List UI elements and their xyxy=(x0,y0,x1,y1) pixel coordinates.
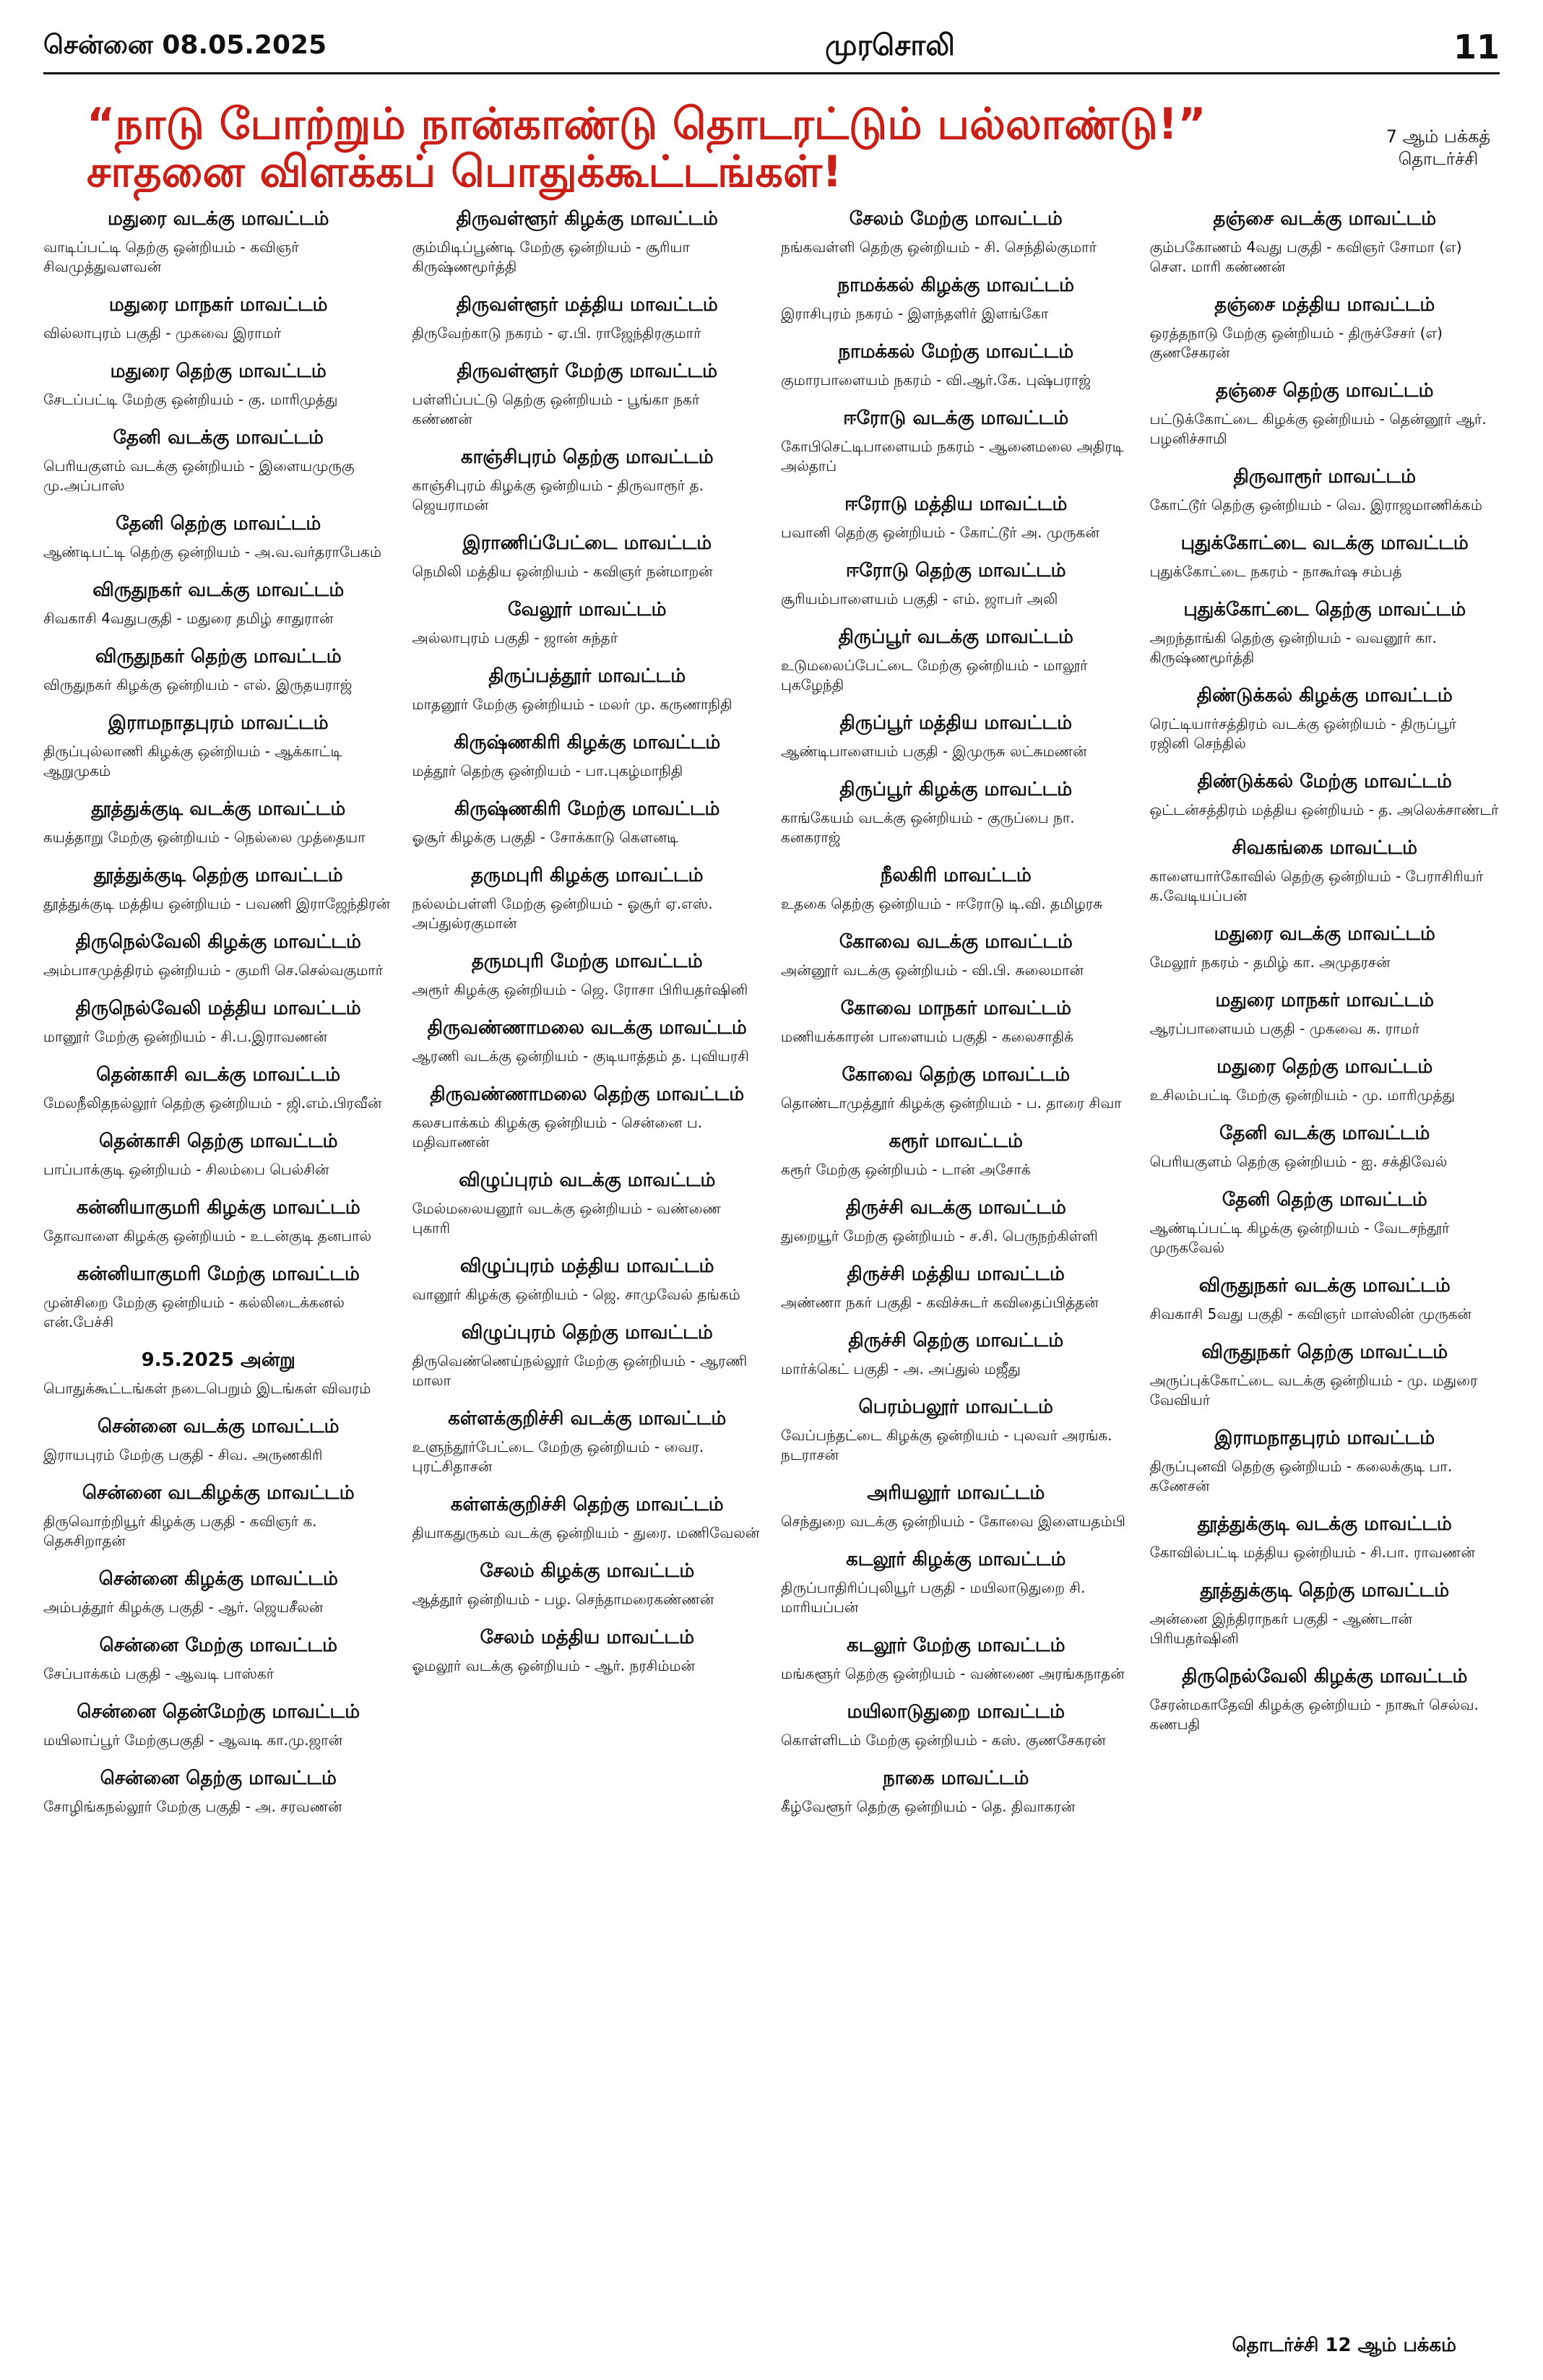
district-heading: ஈரோடு மத்திய மாவட்டம் xyxy=(844,493,1068,515)
district-section xyxy=(781,1263,1131,1312)
district-section xyxy=(781,1635,1131,1684)
continued-on-note: தொடர்ச்சி 12 ஆம் பக்கம் xyxy=(1232,2334,1456,2356)
district-heading: கோவை வடக்கு மாவட்டம் xyxy=(839,931,1073,953)
listing-line: திருவெண்ணெய்நல்லூர் மேற்கு ஒன்றியம் - ஆரணி மாலா xyxy=(412,1352,748,1389)
district-section xyxy=(1150,1666,1500,1734)
column-1 xyxy=(43,202,394,2340)
listing-line: கோட்டூர் தெற்கு ஒன்றியம் - வெ. இராஜமாணிக்கம் xyxy=(1149,496,1482,514)
masthead xyxy=(43,22,1500,74)
listing-line: திருவொற்றியூர் கிழக்கு பகுதி - கவிஞர் க. தெசுசிறாதன் xyxy=(43,1513,317,1549)
district-heading: தேனி தெற்கு மாவட்டம் xyxy=(1222,1189,1427,1211)
district-section xyxy=(1150,1056,1500,1105)
district-section xyxy=(781,1064,1131,1113)
district-section xyxy=(781,560,1131,609)
district-heading: திருப்பூர் வடக்கு மாவட்டம் xyxy=(838,626,1073,648)
district-section xyxy=(1150,1580,1500,1648)
district-heading: திருநெல்வேலி கிழக்கு மாவட்டம் xyxy=(75,931,361,953)
listing-line: கரூர் மேற்கு ஒன்றியம் - டான் அசோக் xyxy=(781,1161,1031,1178)
district-heading: விருதுநகர் தெற்கு மாவட்டம் xyxy=(95,646,342,667)
district-heading: தேனி தெற்கு மாவட்டம் xyxy=(116,513,321,535)
district-section xyxy=(43,1568,394,1617)
district-heading: சிவகங்கை மாவட்டம் xyxy=(1232,837,1418,859)
district-heading: சேலம் கிழக்கு மாவட்டம் xyxy=(480,1560,695,1582)
page-headline: “நாடு போற்றும் நான்காண்டு தொடரட்டும் பல்லாண்டு!” சாதனை விளக்கப் பொதுக்கூட்டங்கள்! xyxy=(87,99,1206,197)
listing-line: மங்களூர் தெற்கு ஒன்றியம் - வண்ணை அரங்கநாதன் xyxy=(781,1665,1125,1682)
district-heading: திருச்சி தெற்கு மாவட்டம் xyxy=(848,1330,1064,1351)
column-3 xyxy=(781,202,1131,2340)
district-section xyxy=(1150,380,1500,449)
district-heading: ஈரோடு தெற்கு மாவட்டம் xyxy=(845,560,1066,581)
listing-line: திருவேற்காடு நகரம் - ஏ.பி. ராஜேந்திரகுமார் xyxy=(412,324,701,342)
district-heading: திருநெல்வேலி கிழக்கு மாவட்டம் xyxy=(1182,1666,1468,1687)
district-heading: மதுரை தெற்கு மாவட்டம் xyxy=(110,360,327,382)
listing-line: பாப்பாக்குடி ஒன்றியம் - சிலம்பை பெல்சின் xyxy=(43,1161,329,1178)
district-section xyxy=(43,294,394,343)
listing-line: பள்ளிப்பட்டு தெற்கு ஒன்றியம் - பூங்கா நகர் கண்ணன் xyxy=(412,391,700,428)
listing-line: ஓமலூர் வடக்கு ஒன்றியம் - ஆர். நரசிம்மன் xyxy=(412,1657,695,1674)
district-heading: தஞ்சை வடக்கு மாவட்டம் xyxy=(1213,208,1437,230)
district-heading: நீலகிரி மாவட்டம் xyxy=(880,865,1032,886)
district-heading: திருவள்ளூர் மேற்கு மாவட்டம் xyxy=(457,360,718,382)
district-section xyxy=(412,208,763,277)
district-heading: கிருஷ்ணகிரி கிழக்கு மாவட்டம் xyxy=(454,732,721,753)
listing-line: கோவில்பட்டி மத்திய ஒன்றியம் - சி.பா. ராவணன் xyxy=(1149,1544,1475,1561)
listing-line: புதுக்கோட்டை நகரம் - நாகூர்ஷ சம்பத் xyxy=(1149,563,1402,580)
district-heading: கடலூர் கிழக்கு மாவட்டம் xyxy=(846,1549,1066,1570)
listing-line: மேல்மலையனூர் வடக்கு ஒன்றியம் - வண்ணை புகாரி xyxy=(412,1200,721,1237)
district-heading: திருச்சி மத்திய மாவட்டம் xyxy=(847,1263,1065,1285)
listing-line: தூத்துக்குடி மத்திய ஒன்றியம் - பவணி இராஜேந்திரன் xyxy=(43,895,390,912)
district-section xyxy=(781,1396,1131,1465)
listing-line: ஆத்தூர் ஒன்றியம் - பழ. செந்தாமரைகண்ணன் xyxy=(412,1591,714,1608)
district-section xyxy=(1150,923,1500,972)
district-section xyxy=(1150,294,1500,363)
listing-line: ஆரணி வடக்கு ஒன்றியம் - குடியாத்தம் த. புவியரசி xyxy=(412,1047,749,1065)
district-heading: தென்காசி தெற்கு மாவட்டம் xyxy=(98,1130,338,1152)
continued-from-note: 7 ஆம் பக்கத் தொடர்ச்சி xyxy=(1386,126,1491,169)
district-heading: தூத்துக்குடி தெற்கு மாவட்டம் xyxy=(1200,1580,1450,1601)
listing-line: சோழிங்கநல்லூர் மேற்கு பகுதி - அ. சரவணன் xyxy=(43,1798,342,1815)
district-heading: கன்னியாகுமரி மேற்கு மாவட்டம் xyxy=(77,1263,360,1285)
listing-line: மாதனூர் மேற்கு ஒன்றியம் - மலர் மு. கருணாநிதி xyxy=(412,696,732,713)
district-section xyxy=(1150,685,1500,753)
listing-line: அன்னை இந்திராநகர் பகுதி - ஆண்டான் பிரியதர்ஷினி xyxy=(1149,1610,1413,1647)
district-heading: மயிலாடுதுறை மாவட்டம் xyxy=(847,1701,1066,1723)
district-section xyxy=(1150,1189,1500,1258)
district-heading: கோவை மாநகர் மாவட்டம் xyxy=(840,998,1071,1019)
district-section xyxy=(43,427,394,496)
listing-line: மயிலாப்பூர் மேற்குபகுதி - ஆவடி கா.மு.ஜான் xyxy=(43,1731,343,1749)
listing-line: அருப்புக்கோட்டை வடக்கு ஒன்றியம் - மு. மதுரை வேவியர் xyxy=(1149,1372,1478,1408)
district-heading: கள்ளக்குறிச்சி தெற்கு மாவட்டம் xyxy=(450,1494,724,1515)
district-heading: மதுரை வடக்கு மாவட்டம் xyxy=(108,208,329,230)
listing-line: திருப்பாதிரிப்புலியூர் பகுதி - மயிலாடுதுறை சி. மாரியப்பன் xyxy=(781,1579,1086,1616)
listing-line: கலசபாக்கம் கிழக்கு ஒன்றியம் - சென்னை ப. மதிவாணன் xyxy=(412,1114,703,1151)
district-section xyxy=(43,1482,394,1551)
column-2 xyxy=(412,202,763,2340)
listing-line: சிவகாசி 4வதுபகுதி - மதுரை தமிழ் சாதுரான் xyxy=(43,610,334,627)
listing-line: அறந்தாங்கி தெற்கு ஒன்றியம் - வவனூர் கா. கிருஷ்ணமூர்த்தி xyxy=(1149,629,1437,666)
district-section xyxy=(412,532,763,581)
listing-line: ரெட்டியார்சத்திரம் வடக்கு ஒன்றியம் - திருப்பூர் ரஜினி செந்தில் xyxy=(1149,715,1457,752)
listing-line: ஆண்டிபட்டி தெற்கு ஒன்றியம் - அ.வ.வர்தராபேகம் xyxy=(43,543,381,561)
listing-line: திருப்புனவி தெற்கு ஒன்றியம் - கலைக்குடி பா. கணேசன் xyxy=(1149,1458,1453,1494)
listing-line: மணியக்காரன் பாளையம் பகுதி - கலைசாதிக் xyxy=(781,1028,1073,1045)
district-heading: இராணிப்பேட்டை மாவட்டம் xyxy=(462,532,712,554)
district-section xyxy=(412,1169,763,1238)
district-section xyxy=(43,1130,394,1180)
district-section xyxy=(781,712,1131,761)
listing-line: தோவாளை கிழக்கு ஒன்றியம் - உடன்குடி தனபால் xyxy=(43,1227,372,1245)
district-heading: காஞ்சிபுரம் தெற்கு மாவட்டம் xyxy=(460,446,714,468)
district-section xyxy=(43,1263,394,1332)
listing-line: கும்பகோணம் 4வது பகுதி - கவிஞர் சோமா (எ) சௌ. மாரி கண்ணன் xyxy=(1149,238,1462,275)
listing-line: கயத்தாறு மேற்கு ஒன்றியம் - நெல்லை முத்தையா xyxy=(43,828,366,846)
district-section xyxy=(43,1197,394,1246)
district-section xyxy=(1150,771,1500,820)
district-section xyxy=(43,579,394,628)
district-heading: அரியலூர் மாவட்டம் xyxy=(867,1482,1045,1504)
district-heading: நாகை மாவட்டம் xyxy=(883,1767,1029,1789)
listing-line: பெரியகுளம் தெற்கு ஒன்றியம் - ஐ. சக்திவேல் xyxy=(1149,1153,1448,1170)
listing-line: ஆண்டிபாளையம் பகுதி - இமுருசு லட்சுமணன் xyxy=(781,743,1087,760)
district-heading: திருப்பூர் கிழக்கு மாவட்டம் xyxy=(839,779,1073,800)
listing-line: பெரியகுளம் வடக்கு ஒன்றியம் - இளையமுருகு மு.அப்பாஸ் xyxy=(43,457,355,494)
district-section xyxy=(412,1083,763,1152)
district-heading: திருவண்ணாமலை தெற்கு மாவட்டம் xyxy=(430,1083,745,1105)
city-date: சென்னை 08.05.2025 xyxy=(43,30,327,60)
listing-line: உசிலம்பட்டி மேற்கு ஒன்றியம் - மு. மாரிமுத்து xyxy=(1149,1086,1455,1104)
newspaper-name: முரசொலி xyxy=(825,28,956,62)
district-heading: மதுரை தெற்கு மாவட்டம் xyxy=(1216,1056,1433,1078)
listing-line: திருப்புல்லாணி கிழக்கு ஒன்றியம் - ஆக்காட்டி ஆறுமுகம் xyxy=(43,743,342,779)
district-heading: தஞ்சை தெற்கு மாவட்டம் xyxy=(1216,380,1434,402)
district-section xyxy=(412,1560,763,1609)
district-section xyxy=(43,646,394,695)
listing-line: துறையூர் மேற்கு ஒன்றியம் - ச.சி. பெருநற்கிள்ளி xyxy=(781,1227,1098,1245)
listing-line: தொண்டாமுத்தூர் கிழக்கு ஒன்றியம் - ப. தாரை சிவா xyxy=(781,1094,1122,1112)
district-section xyxy=(781,998,1131,1047)
listing-line: வாடிப்பட்டி தெற்கு ஒன்றியம் - கவிஞர் சிவமுத்துவளவன் xyxy=(43,238,299,275)
district-heading: ஈரோடு வடக்கு மாவட்டம் xyxy=(843,407,1069,429)
listing-line: உடுமலைப்பேட்டை மேற்கு ஒன்றியம் - மாலூர் புகழேந்தி xyxy=(781,657,1088,693)
listing-line: சூரியம்பாளையம் பகுதி - எம். ஜாபர் அலி xyxy=(781,590,1058,607)
district-heading: மதுரை மாநகர் மாவட்டம் xyxy=(108,294,328,316)
district-heading: கோவை தெற்கு மாவட்டம் xyxy=(842,1064,1071,1086)
district-section xyxy=(43,1635,394,1684)
district-heading: தஞ்சை மத்திய மாவட்டம் xyxy=(1214,294,1435,316)
district-heading: 9.5.2025 அன்று xyxy=(141,1349,295,1371)
listing-line: காளையார்கோவில் தெற்கு ஒன்றியம் - பேராசிரியர் க.வேடியப்பன் xyxy=(1149,867,1484,904)
listing-line: ஓசூர் கிழக்கு பகுதி - சோக்காடு கௌனடி xyxy=(412,828,679,846)
district-section xyxy=(781,1767,1131,1817)
district-section xyxy=(781,1330,1131,1379)
district-section xyxy=(1150,466,1500,515)
listing-line: அண்ணா நகர் பகுதி - கவிச்சுடர் கவிதைப்பித்தன் xyxy=(781,1294,1099,1311)
district-heading: சென்னை வடக்கு மாவட்டம் xyxy=(97,1416,340,1437)
district-section xyxy=(43,1701,394,1750)
district-section xyxy=(412,732,763,781)
listing-line: அம்பத்தூர் கிழக்கு பகுதி - ஆர். ஜெயசீலன் xyxy=(43,1598,324,1616)
district-section xyxy=(781,274,1131,324)
district-section xyxy=(781,208,1131,257)
district-section xyxy=(1150,1275,1500,1324)
district-heading: தென்காசி வடக்கு மாவட்டம் xyxy=(96,1064,341,1086)
district-section xyxy=(412,1627,763,1676)
district-heading: புதுக்கோட்டை தெற்கு மாவட்டம் xyxy=(1183,599,1466,620)
listing-line: ஒட்டன்சத்திரம் மத்திய ஒன்றியம் - த. அலெக்சாண்டர் xyxy=(1149,801,1499,818)
district-heading: திருவாரூர் மாவட்டம் xyxy=(1233,466,1417,488)
listing-line: நல்லம்பள்ளி மேற்கு ஒன்றியம் - ஓசூர் ஏ.எஸ். அப்துல்ரகுமான் xyxy=(412,895,713,932)
district-heading: சென்னை தெற்கு மாவட்டம் xyxy=(100,1767,337,1789)
district-section xyxy=(412,865,763,933)
page-number: 11 xyxy=(1453,27,1500,66)
listing-line: கொள்ளிடம் மேற்கு ஒன்றியம் - கஸ். குணசேகரன் xyxy=(781,1731,1106,1749)
listing-line: அன்னூர் வடக்கு ஒன்றியம் - வி.பி. சுலைமான் xyxy=(781,961,1084,979)
listing-line: வில்லாபுரம் பகுதி - முகவை இராமர் xyxy=(43,324,282,342)
listing-line: மார்க்கெட் பகுதி - அ. அப்துல் மஜீது xyxy=(781,1360,1021,1377)
district-section xyxy=(412,1255,763,1304)
listing-line: உதகை தெற்கு ஒன்றியம் - ஈரோடு டி.வி. தமிழரசு xyxy=(781,895,1103,912)
district-section xyxy=(412,599,763,648)
district-heading: திருநெல்வேலி மத்திய மாவட்டம் xyxy=(75,998,361,1019)
district-section xyxy=(412,294,763,343)
listing-line: வானூர் கிழக்கு ஒன்றியம் - ஜெ. சாமுவேல் தங்கம் xyxy=(412,1286,740,1303)
listing-line: சேரன்மகாதேவி கிழக்கு ஒன்றியம் - நாகூர் செல்வ. கணபதி xyxy=(1149,1696,1479,1733)
district-section xyxy=(412,1322,763,1390)
district-section xyxy=(781,1549,1131,1617)
listing-line: மத்தூர் தெற்கு ஒன்றியம் - பா.புகழ்மாநிதி xyxy=(412,762,683,779)
listing-line: கீழ்வேளூர் தெற்கு ஒன்றியம் - தெ. திவாகரன் xyxy=(781,1798,1076,1815)
listing-line: வேப்பந்தட்டை கிழக்கு ஒன்றியம் - புலவர் அரங்க. நடராசன் xyxy=(781,1427,1112,1463)
district-section xyxy=(412,665,763,714)
district-section xyxy=(43,931,394,980)
district-heading: விழுப்புரம் தெற்கு மாவட்டம் xyxy=(461,1322,713,1343)
district-section xyxy=(412,1494,763,1543)
listing-line: நங்கவள்ளி தெற்கு ஒன்றியம் - சி. செந்தில்குமார் xyxy=(781,238,1097,256)
district-heading: நாமக்கல் கிழக்கு மாவட்டம் xyxy=(837,274,1075,296)
district-heading: பெரம்பலூர் மாவட்டம் xyxy=(858,1396,1053,1418)
listing-line: ஒரத்தநாடு மேற்கு ஒன்றியம் - திருச்சேசர் (எ) குணசேகரன் xyxy=(1149,324,1443,361)
district-section xyxy=(43,712,394,781)
district-heading: சேலம் மத்திய மாவட்டம் xyxy=(480,1627,695,1648)
listing-line: இராயபுரம் மேற்கு பகுதி - சிவ. அருணகிரி xyxy=(43,1446,323,1463)
district-section xyxy=(781,626,1131,695)
district-section xyxy=(43,1349,394,1398)
listing-line: அரூர் கிழக்கு ஒன்றியம் - ஜெ. ரோசா பிரியதர்ஷினி xyxy=(412,981,748,998)
district-heading: விழுப்புரம் மத்திய மாவட்டம் xyxy=(459,1255,714,1277)
district-heading: சென்னை மேற்கு மாவட்டம் xyxy=(99,1635,337,1656)
district-section xyxy=(1150,208,1500,277)
district-section xyxy=(43,208,394,277)
district-section xyxy=(781,1197,1131,1246)
listing-line: அல்லாபுரம் பகுதி - ஜான் சுந்தர் xyxy=(412,629,618,646)
listing-line: ஆரப்பாளையம் பகுதி - முகவை க. ராமர் xyxy=(1149,1020,1420,1037)
listing-line: காஞ்சிபுரம் கிழக்கு ஒன்றியம் - திருவாரூர் த. ஜெயராமன் xyxy=(412,477,704,514)
listing-line: கும்மிடிப்பூண்டி மேற்கு ஒன்றியம் - சூரியா கிருஷ்ணமூர்த்தி xyxy=(412,238,690,275)
district-section xyxy=(412,1017,763,1066)
listing-line: மேலூர் நகரம் - தமிழ் கா. அமுதரசன் xyxy=(1149,953,1391,971)
district-heading: திண்டுக்கல் மேற்கு மாவட்டம் xyxy=(1197,771,1452,792)
district-section xyxy=(781,341,1131,390)
district-section xyxy=(1150,532,1500,581)
district-heading: விருதுநகர் வடக்கு மாவட்டம் xyxy=(92,579,345,601)
district-section xyxy=(43,998,394,1047)
district-heading: வேலூர் மாவட்டம் xyxy=(508,599,667,620)
district-heading: தூத்துக்குடி வடக்கு மாவட்டம் xyxy=(91,798,346,820)
district-heading: மதுரை மாநகர் மாவட்டம் xyxy=(1215,990,1435,1011)
district-heading: கடலூர் மேற்கு மாவட்டம் xyxy=(846,1635,1066,1656)
district-section xyxy=(1150,990,1500,1039)
district-heading: திண்டுக்கல் கிழக்கு மாவட்டம் xyxy=(1196,685,1453,706)
listing-line: தியாகதுருகம் வடக்கு ஒன்றியம் - துரை. மணிவேலன் xyxy=(412,1524,760,1541)
district-heading: தேனி வடக்கு மாவட்டம் xyxy=(113,427,324,449)
district-section xyxy=(781,931,1131,980)
listing-line: உளுந்தூர்பேட்டை மேற்கு ஒன்றியம் - வைர. புரட்சிதாசன் xyxy=(412,1438,704,1475)
listing-line: மானூர் மேற்கு ஒன்றியம் - சி.ப.இராவணன் xyxy=(43,1028,327,1045)
district-section xyxy=(43,513,394,562)
listing-line: மேலநீலிதநல்லூர் தெற்கு ஒன்றியம் - ஜி.எம்.பிரவீன் xyxy=(43,1094,382,1112)
listing-line: காங்கேயம் வடக்கு ஒன்றியம் - குருப்பை நா. கனகராஜ் xyxy=(781,809,1075,846)
district-section xyxy=(1150,837,1500,906)
district-heading: விருதுநகர் வடக்கு மாவட்டம் xyxy=(1198,1275,1451,1297)
district-heading: திருவள்ளூர் மத்திய மாவட்டம் xyxy=(456,294,718,316)
district-section xyxy=(1150,599,1500,667)
district-heading: இராமநாதபுரம் மாவட்டம் xyxy=(108,712,329,734)
district-heading: தேனி வடக்கு மாவட்டம் xyxy=(1219,1122,1430,1144)
district-heading: சேலம் மேற்கு மாவட்டம் xyxy=(849,208,1063,230)
column-4 xyxy=(1150,202,1500,2340)
district-section xyxy=(781,1130,1131,1180)
district-heading: திருவள்ளூர் கிழக்கு மாவட்டம் xyxy=(456,208,718,230)
district-section xyxy=(781,407,1131,476)
district-section xyxy=(1150,1513,1500,1562)
district-heading: கன்னியாகுமரி கிழக்கு மாவட்டம் xyxy=(76,1197,360,1219)
district-heading: திருப்பூர் மத்திய மாவட்டம் xyxy=(839,712,1073,734)
district-section xyxy=(1150,1427,1500,1496)
district-section xyxy=(412,360,763,429)
listing-line: அம்பாசமுத்திரம் ஒன்றியம் - குமரி செ.செல்வகுமார் xyxy=(43,961,384,979)
listing-line: ஆண்டிப்பட்டி கிழக்கு ஒன்றியம் - வேடசந்தூர் முருகவேல் xyxy=(1149,1219,1450,1256)
listing-line: கோபிசெட்டிபாளையம் நகரம் - ஆனைமலை அதிரடி அல்தாப் xyxy=(781,438,1124,475)
district-section xyxy=(781,493,1131,542)
district-section xyxy=(412,446,763,515)
district-heading: சென்னை கிழக்கு மாவட்டம் xyxy=(98,1568,338,1590)
district-heading: மதுரை வடக்கு மாவட்டம் xyxy=(1214,923,1435,945)
district-section xyxy=(412,798,763,847)
district-section xyxy=(412,951,763,1000)
listing-line: குமாரபாளையம் நகரம் - வி.ஆர்.கே. புஷ்பராஜ் xyxy=(781,371,1091,389)
district-heading: திருச்சி வடக்கு மாவட்டம் xyxy=(845,1197,1066,1219)
district-section xyxy=(781,1482,1131,1531)
district-heading: தூத்துக்குடி வடக்கு மாவட்டம் xyxy=(1197,1513,1452,1535)
district-heading: சென்னை வடகிழக்கு மாவட்டம் xyxy=(82,1482,355,1504)
district-heading: தூத்துக்குடி தெற்கு மாவட்டம் xyxy=(93,865,343,886)
listing-line: சேடப்பட்டி மேற்கு ஒன்றியம் - கு. மாரிமுத்து xyxy=(43,391,338,408)
district-heading: கரூர் மாவட்டம் xyxy=(889,1130,1023,1152)
district-heading: தருமபுரி கிழக்கு மாவட்டம் xyxy=(470,865,704,886)
district-section xyxy=(43,798,394,847)
district-section xyxy=(43,1767,394,1817)
listing-line: நெமிலி மத்திய ஒன்றியம் - கவிஞர் நன்மாறன் xyxy=(412,563,713,580)
district-section xyxy=(43,865,394,914)
district-heading: திருப்பத்தூர் மாவட்டம் xyxy=(488,665,686,687)
district-heading: விழுப்புரம் வடக்கு மாவட்டம் xyxy=(459,1169,716,1191)
headline-block xyxy=(87,99,1500,197)
district-heading: புதுக்கோட்டை வடக்கு மாவட்டம் xyxy=(1180,532,1469,554)
district-heading: சென்னை தென்மேற்கு மாவட்டம் xyxy=(77,1701,360,1723)
district-heading: கிருஷ்ணகிரி மேற்கு மாவட்டம் xyxy=(454,798,720,820)
district-section xyxy=(43,1416,394,1465)
district-section xyxy=(1150,1122,1500,1172)
listing-line: முன்சிறை மேற்கு ஒன்றியம் - கல்லிடைக்கனல் என்.பேச்சி xyxy=(43,1294,345,1330)
district-heading: இராமநாதபுரம் மாவட்டம் xyxy=(1214,1427,1435,1449)
district-heading: தருமபுரி மேற்கு மாவட்டம் xyxy=(471,951,703,972)
district-section xyxy=(412,1408,763,1476)
district-heading: திருவண்ணாமலை வடக்கு மாவட்டம் xyxy=(427,1017,747,1039)
district-heading: கள்ளக்குறிச்சி வடக்கு மாவட்டம் xyxy=(448,1408,727,1429)
listing-line: விருதுநகர் கிழக்கு ஒன்றியம் - எல். இருதயராஜ் xyxy=(43,676,353,693)
listing-line: பவானி தெற்கு ஒன்றியம் - கோட்டூர் அ. முருகன் xyxy=(781,524,1099,541)
listing-line: செந்துறை வடக்கு ஒன்றியம் - கோவை இளையதம்பி xyxy=(781,1513,1125,1530)
district-heading: நாமக்கல் மேற்கு மாவட்டம் xyxy=(838,341,1074,363)
district-section xyxy=(781,1701,1131,1750)
listing-line: சிவகாசி 5வது பகுதி - கவிஞர் மாஸ்லின் முருகன் xyxy=(1149,1305,1471,1323)
district-section xyxy=(1150,1341,1500,1410)
listing-line: பட்டுக்கோட்டை கிழக்கு ஒன்றியம் - தென்னூர் ஆர். பழனிச்சாமி xyxy=(1149,410,1487,447)
district-heading: விருதுநகர் தெற்கு மாவட்டம் xyxy=(1201,1341,1448,1363)
article-columns xyxy=(43,202,1500,2340)
district-section xyxy=(43,360,394,410)
district-section xyxy=(781,779,1131,847)
listing-line: பொதுக்கூட்டங்கள் நடைபெறும் இடங்கள் விவரம் xyxy=(43,1380,371,1397)
listing-line: சேப்பாக்கம் பகுதி - ஆவடி பாஸ்கர் xyxy=(43,1665,275,1682)
listing-line: இராசிபுரம் நகரம் - இளந்தளிர் இளங்கோ xyxy=(781,305,1049,322)
district-section xyxy=(43,1064,394,1113)
district-section xyxy=(781,865,1131,914)
